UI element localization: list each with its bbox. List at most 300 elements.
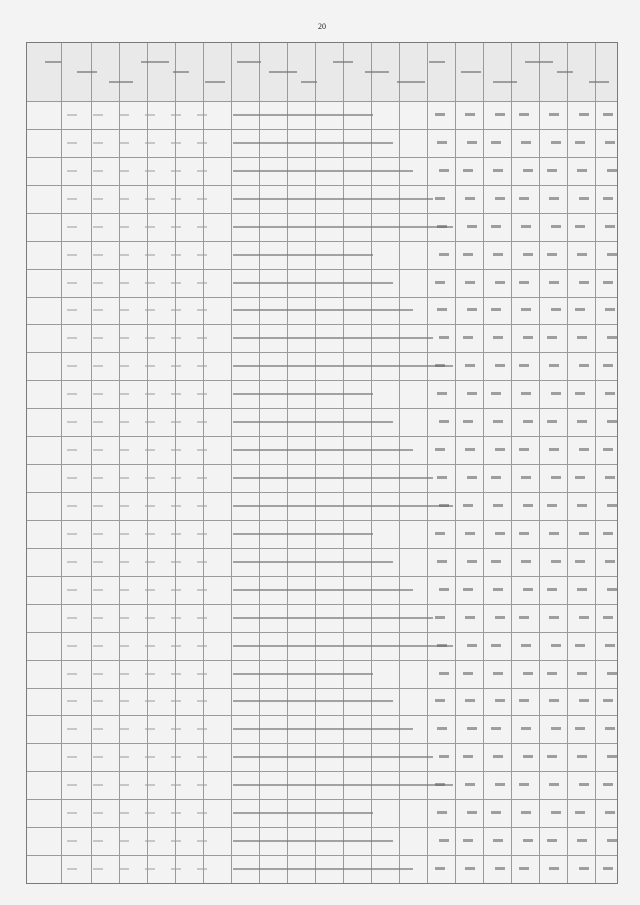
table-value-stroke: [605, 644, 615, 647]
table-value-stroke: [521, 308, 531, 311]
table-value-stroke: [607, 420, 617, 423]
table-left-stroke: [197, 142, 207, 144]
table-value-stroke: [547, 169, 557, 172]
table-left-stroke: [197, 226, 207, 228]
table-left-stroke: [171, 393, 181, 395]
table-left-stroke: [93, 645, 103, 647]
table-column-line: [595, 43, 596, 883]
table-left-stroke: [67, 337, 77, 339]
table-left-stroke: [171, 533, 181, 535]
table-value-stroke: [465, 699, 475, 702]
table-header-stroke: [589, 81, 609, 83]
table-value-stroke: [437, 225, 447, 228]
table-value-stroke: [491, 811, 501, 814]
table-value-stroke: [607, 755, 617, 758]
table-value-stroke: [465, 532, 475, 535]
table-column-line: [61, 43, 62, 883]
table-value-stroke: [435, 699, 445, 702]
table-left-stroke: [145, 170, 155, 172]
table-left-stroke: [171, 449, 181, 451]
table-value-stroke: [439, 253, 449, 256]
table-value-stroke: [439, 336, 449, 339]
table-left-stroke: [171, 561, 181, 563]
table-text-stroke: [233, 561, 393, 563]
table-left-stroke: [93, 198, 103, 200]
table-value-stroke: [435, 197, 445, 200]
table-column-line: [231, 43, 232, 883]
table-left-stroke: [119, 309, 129, 311]
table-left-stroke: [145, 393, 155, 395]
table-left-stroke: [171, 589, 181, 591]
table-value-stroke: [551, 392, 561, 395]
table-column-line: [455, 43, 456, 883]
table-value-stroke: [551, 476, 561, 479]
table-value-stroke: [519, 197, 529, 200]
table-left-stroke: [93, 728, 103, 730]
table-text-stroke: [233, 226, 453, 228]
table-value-stroke: [607, 169, 617, 172]
table-left-stroke: [119, 254, 129, 256]
table-header-stroke: [45, 61, 61, 63]
table-header-stroke: [461, 71, 481, 73]
table-row-line: [27, 688, 617, 689]
table-value-stroke: [491, 141, 501, 144]
table-left-stroke: [171, 505, 181, 507]
table-value-stroke: [549, 783, 559, 786]
table-value-stroke: [547, 839, 557, 842]
table-value-stroke: [519, 113, 529, 116]
document-table: [26, 42, 618, 884]
table-left-stroke: [171, 812, 181, 814]
table-left-stroke: [145, 617, 155, 619]
table-value-stroke: [551, 308, 561, 311]
table-text-stroke: [233, 449, 413, 451]
table-left-stroke: [171, 673, 181, 675]
table-value-stroke: [605, 392, 615, 395]
table-value-stroke: [549, 616, 559, 619]
table-value-stroke: [435, 113, 445, 116]
table-row-line: [27, 660, 617, 661]
table-left-stroke: [93, 589, 103, 591]
table-left-stroke: [197, 254, 207, 256]
table-value-stroke: [463, 672, 473, 675]
table-value-stroke: [547, 420, 557, 423]
table-value-stroke: [495, 699, 505, 702]
table-left-stroke: [119, 449, 129, 451]
table-left-stroke: [145, 365, 155, 367]
table-row-line: [27, 604, 617, 605]
table-value-stroke: [575, 308, 585, 311]
table-left-stroke: [67, 645, 77, 647]
table-value-stroke: [523, 672, 533, 675]
table-row-line: [27, 157, 617, 158]
table-row-line: [27, 380, 617, 381]
table-left-stroke: [93, 449, 103, 451]
table-left-stroke: [197, 561, 207, 563]
table-column-line: [539, 43, 540, 883]
table-left-stroke: [197, 309, 207, 311]
table-left-stroke: [171, 477, 181, 479]
table-value-stroke: [467, 644, 477, 647]
table-value-stroke: [491, 392, 501, 395]
table-header-stroke: [525, 61, 553, 63]
table-value-stroke: [577, 420, 587, 423]
table-row-line: [27, 632, 617, 633]
table-row-line: [27, 855, 617, 856]
table-value-stroke: [491, 476, 501, 479]
table-value-stroke: [547, 672, 557, 675]
table-value-stroke: [495, 532, 505, 535]
table-value-stroke: [493, 755, 503, 758]
table-left-stroke: [145, 840, 155, 842]
table-value-stroke: [495, 281, 505, 284]
table-value-stroke: [467, 727, 477, 730]
table-value-stroke: [579, 113, 589, 116]
table-value-stroke: [603, 867, 613, 870]
table-text-stroke: [233, 477, 433, 479]
table-left-stroke: [145, 477, 155, 479]
table-value-stroke: [519, 699, 529, 702]
table-value-stroke: [575, 392, 585, 395]
table-value-stroke: [493, 253, 503, 256]
table-row-line: [27, 520, 617, 521]
table-value-stroke: [579, 364, 589, 367]
table-value-stroke: [521, 225, 531, 228]
table-value-stroke: [549, 113, 559, 116]
table-value-stroke: [523, 336, 533, 339]
table-value-stroke: [493, 169, 503, 172]
table-text-stroke: [233, 142, 393, 144]
table-value-stroke: [491, 225, 501, 228]
table-value-stroke: [467, 811, 477, 814]
table-value-stroke: [575, 727, 585, 730]
table-header-stroke: [205, 81, 225, 83]
table-left-stroke: [145, 337, 155, 339]
table-left-stroke: [197, 645, 207, 647]
table-header-band: [27, 43, 617, 101]
table-left-stroke: [93, 812, 103, 814]
table-left-stroke: [171, 365, 181, 367]
table-left-stroke: [119, 421, 129, 423]
table-left-stroke: [93, 142, 103, 144]
table-value-stroke: [493, 839, 503, 842]
table-left-stroke: [67, 421, 77, 423]
table-row-line: [27, 771, 617, 772]
table-left-stroke: [119, 282, 129, 284]
table-value-stroke: [603, 616, 613, 619]
table-row-line: [27, 297, 617, 298]
table-value-stroke: [579, 197, 589, 200]
table-header-stroke: [141, 61, 169, 63]
table-header-stroke: [77, 71, 97, 73]
table-left-stroke: [119, 533, 129, 535]
table-value-stroke: [551, 727, 561, 730]
table-left-stroke: [119, 840, 129, 842]
table-left-stroke: [67, 700, 77, 702]
table-value-stroke: [463, 755, 473, 758]
table-row-line: [27, 743, 617, 744]
table-value-stroke: [495, 448, 505, 451]
table-left-stroke: [197, 421, 207, 423]
table-value-stroke: [493, 504, 503, 507]
table-value-stroke: [577, 336, 587, 339]
table-left-stroke: [93, 784, 103, 786]
table-header-stroke: [301, 81, 317, 83]
table-value-stroke: [437, 308, 447, 311]
table-value-stroke: [605, 141, 615, 144]
table-text-stroke: [233, 756, 433, 758]
table-header-stroke: [429, 61, 445, 63]
table-left-stroke: [197, 840, 207, 842]
table-left-stroke: [93, 673, 103, 675]
table-left-stroke: [67, 533, 77, 535]
table-row-line: [27, 548, 617, 549]
table-value-stroke: [523, 839, 533, 842]
table-left-stroke: [197, 784, 207, 786]
table-left-stroke: [67, 309, 77, 311]
table-value-stroke: [521, 644, 531, 647]
table-value-stroke: [549, 197, 559, 200]
table-value-stroke: [547, 336, 557, 339]
table-row-line: [27, 269, 617, 270]
table-left-stroke: [145, 198, 155, 200]
table-row-line: [27, 883, 617, 884]
table-value-stroke: [523, 169, 533, 172]
table-text-stroke: [233, 840, 393, 842]
table-value-stroke: [607, 839, 617, 842]
table-value-stroke: [519, 783, 529, 786]
table-value-stroke: [437, 392, 447, 395]
table-value-stroke: [465, 197, 475, 200]
table-value-stroke: [467, 560, 477, 563]
table-left-stroke: [67, 114, 77, 116]
table-row-line: [27, 827, 617, 828]
table-value-stroke: [607, 504, 617, 507]
table-left-stroke: [145, 533, 155, 535]
table-value-stroke: [577, 169, 587, 172]
table-left-stroke: [67, 505, 77, 507]
table-left-stroke: [93, 561, 103, 563]
table-value-stroke: [491, 560, 501, 563]
table-value-stroke: [467, 225, 477, 228]
table-value-stroke: [577, 839, 587, 842]
table-left-stroke: [145, 673, 155, 675]
table-value-stroke: [603, 281, 613, 284]
table-text-stroke: [233, 365, 453, 367]
table-left-stroke: [67, 784, 77, 786]
table-left-stroke: [171, 868, 181, 870]
table-left-stroke: [67, 254, 77, 256]
table-row-line: [27, 464, 617, 465]
table-left-stroke: [197, 170, 207, 172]
table-value-stroke: [463, 253, 473, 256]
table-value-stroke: [491, 644, 501, 647]
table-text-stroke: [233, 337, 433, 339]
page-number: 20: [318, 22, 326, 31]
table-value-stroke: [547, 755, 557, 758]
table-left-stroke: [145, 114, 155, 116]
table-value-stroke: [577, 755, 587, 758]
table-value-stroke: [605, 727, 615, 730]
table-value-stroke: [575, 560, 585, 563]
table-value-stroke: [523, 504, 533, 507]
table-value-stroke: [495, 616, 505, 619]
table-left-stroke: [171, 700, 181, 702]
table-left-stroke: [171, 254, 181, 256]
table-left-stroke: [171, 728, 181, 730]
table-value-stroke: [605, 560, 615, 563]
table-value-stroke: [603, 113, 613, 116]
table-left-stroke: [119, 114, 129, 116]
table-value-stroke: [495, 783, 505, 786]
table-value-stroke: [467, 392, 477, 395]
table-left-stroke: [197, 868, 207, 870]
table-value-stroke: [435, 867, 445, 870]
table-value-stroke: [549, 699, 559, 702]
table-left-stroke: [67, 365, 77, 367]
table-value-stroke: [577, 253, 587, 256]
table-value-stroke: [521, 811, 531, 814]
table-value-stroke: [551, 225, 561, 228]
table-text-stroke: [233, 728, 413, 730]
table-text-stroke: [233, 198, 433, 200]
table-value-stroke: [603, 532, 613, 535]
table-value-stroke: [519, 448, 529, 451]
table-value-stroke: [467, 141, 477, 144]
table-left-stroke: [197, 114, 207, 116]
table-value-stroke: [437, 141, 447, 144]
table-text-stroke: [233, 589, 413, 591]
table-left-stroke: [93, 365, 103, 367]
table-left-stroke: [171, 337, 181, 339]
table-left-stroke: [119, 142, 129, 144]
table-left-stroke: [197, 812, 207, 814]
table-left-stroke: [119, 561, 129, 563]
table-text-stroke: [233, 282, 393, 284]
table-row-line: [27, 492, 617, 493]
table-left-stroke: [197, 728, 207, 730]
table-value-stroke: [523, 755, 533, 758]
table-left-stroke: [93, 254, 103, 256]
table-header-stroke: [365, 71, 389, 73]
table-value-stroke: [549, 532, 559, 535]
table-left-stroke: [67, 617, 77, 619]
table-value-stroke: [579, 616, 589, 619]
table-left-stroke: [119, 784, 129, 786]
table-left-stroke: [119, 505, 129, 507]
table-left-stroke: [93, 505, 103, 507]
table-left-stroke: [93, 840, 103, 842]
table-left-stroke: [197, 198, 207, 200]
table-left-stroke: [145, 728, 155, 730]
table-value-stroke: [575, 476, 585, 479]
table-value-stroke: [467, 308, 477, 311]
table-value-stroke: [519, 532, 529, 535]
table-value-stroke: [493, 336, 503, 339]
table-left-stroke: [93, 421, 103, 423]
table-left-stroke: [119, 170, 129, 172]
table-value-stroke: [437, 560, 447, 563]
table-value-stroke: [547, 504, 557, 507]
table-left-stroke: [197, 365, 207, 367]
table-value-stroke: [603, 448, 613, 451]
table-row-line: [27, 101, 617, 102]
table-left-stroke: [119, 226, 129, 228]
table-value-stroke: [435, 616, 445, 619]
table-value-stroke: [463, 504, 473, 507]
table-left-stroke: [197, 393, 207, 395]
table-left-stroke: [145, 282, 155, 284]
table-left-stroke: [171, 645, 181, 647]
table-value-stroke: [523, 588, 533, 591]
table-value-stroke: [519, 364, 529, 367]
table-left-stroke: [197, 477, 207, 479]
table-text-stroke: [233, 393, 373, 395]
table-left-stroke: [67, 282, 77, 284]
table-column-line: [511, 43, 512, 883]
table-left-stroke: [119, 198, 129, 200]
table-left-stroke: [171, 421, 181, 423]
table-value-stroke: [579, 699, 589, 702]
table-value-stroke: [437, 476, 447, 479]
table-value-stroke: [521, 476, 531, 479]
table-left-stroke: [93, 756, 103, 758]
table-value-stroke: [579, 448, 589, 451]
table-value-stroke: [435, 281, 445, 284]
table-row-line: [27, 129, 617, 130]
table-row-line: [27, 324, 617, 325]
table-text-stroke: [233, 505, 453, 507]
table-value-stroke: [439, 839, 449, 842]
table-left-stroke: [171, 309, 181, 311]
table-value-stroke: [491, 308, 501, 311]
table-value-stroke: [551, 141, 561, 144]
table-value-stroke: [493, 588, 503, 591]
table-left-stroke: [67, 868, 77, 870]
table-value-stroke: [523, 253, 533, 256]
table-column-line: [483, 43, 484, 883]
table-value-stroke: [549, 281, 559, 284]
table-value-stroke: [605, 811, 615, 814]
table-left-stroke: [145, 254, 155, 256]
table-row-line: [27, 715, 617, 716]
table-value-stroke: [607, 336, 617, 339]
table-value-stroke: [521, 141, 531, 144]
table-left-stroke: [93, 309, 103, 311]
table-value-stroke: [465, 113, 475, 116]
table-left-stroke: [197, 533, 207, 535]
table-left-stroke: [119, 868, 129, 870]
table-left-stroke: [145, 589, 155, 591]
table-value-stroke: [463, 169, 473, 172]
table-column-line: [567, 43, 568, 883]
table-value-stroke: [519, 281, 529, 284]
table-value-stroke: [435, 448, 445, 451]
table-text-stroke: [233, 421, 393, 423]
table-left-stroke: [145, 645, 155, 647]
table-text-stroke: [233, 114, 373, 116]
table-left-stroke: [93, 617, 103, 619]
table-value-stroke: [519, 867, 529, 870]
table-left-stroke: [197, 505, 207, 507]
table-text-stroke: [233, 645, 453, 647]
table-value-stroke: [465, 281, 475, 284]
table-value-stroke: [465, 364, 475, 367]
table-left-stroke: [145, 421, 155, 423]
table-value-stroke: [547, 253, 557, 256]
table-value-stroke: [549, 867, 559, 870]
table-left-stroke: [197, 282, 207, 284]
